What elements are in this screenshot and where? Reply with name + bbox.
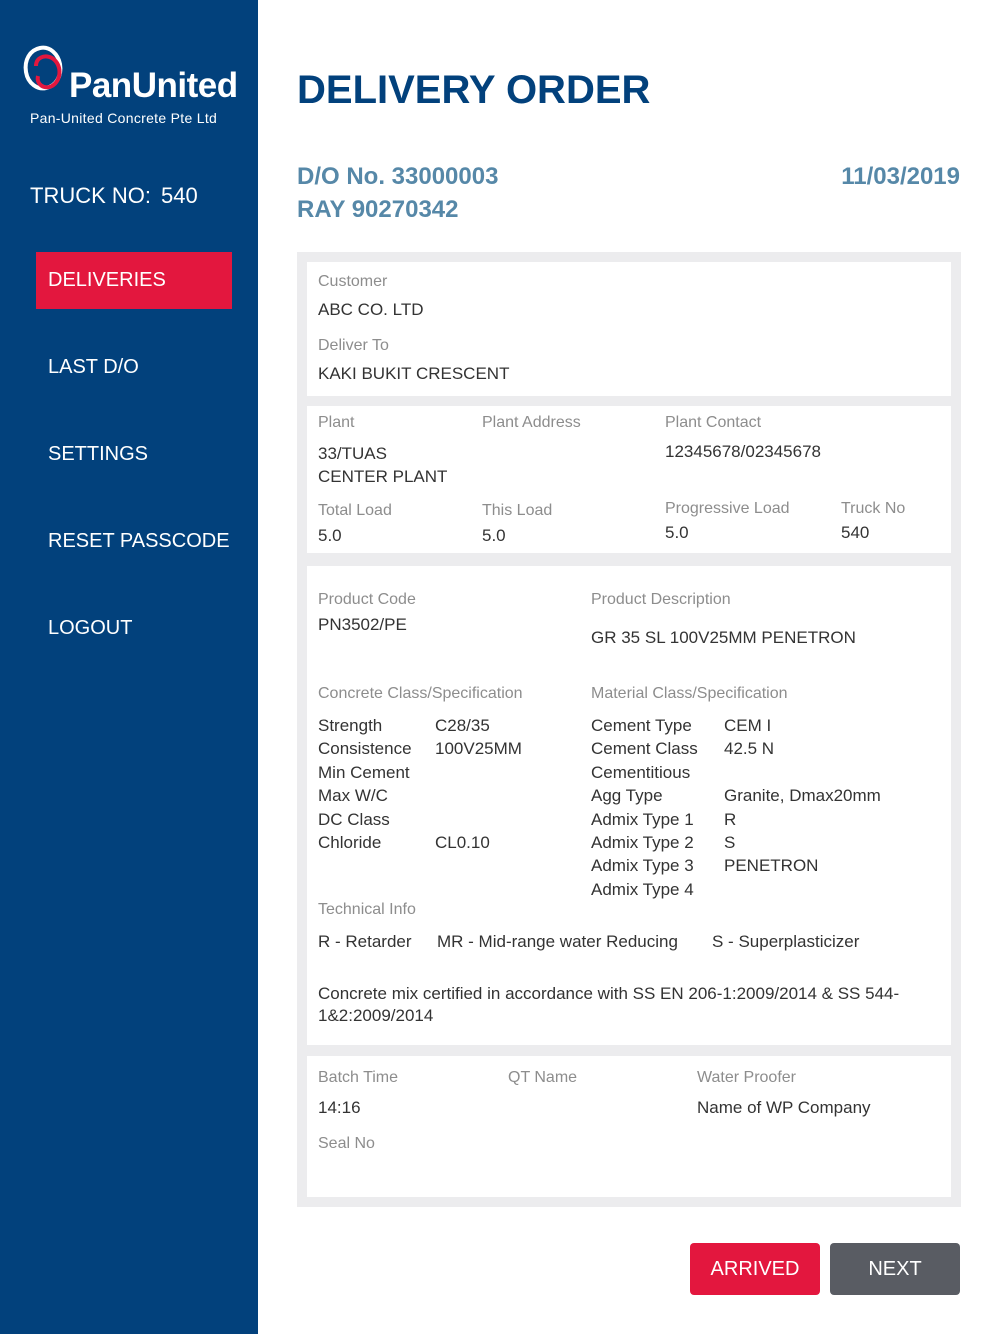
plant-value-line1: 33/TUAS bbox=[318, 444, 387, 463]
spec-key: Cement Class bbox=[591, 739, 698, 758]
plant-address-label: Plant Address bbox=[482, 414, 581, 431]
technical-info-superplasticizer: S - Superplasticizer bbox=[712, 932, 860, 951]
deliver-to-label: Deliver To bbox=[318, 337, 389, 354]
spec-value: 42.5 N bbox=[724, 739, 775, 758]
spec-key: Agg Type bbox=[591, 786, 663, 805]
truck-no-label: Truck No bbox=[841, 500, 906, 517]
nav-logout[interactable]: LOGOUT bbox=[48, 617, 133, 639]
spec-value: CL0.10 bbox=[435, 833, 490, 852]
water-proofer-label: Water Proofer bbox=[697, 1069, 796, 1086]
batch-time-value: 14:16 bbox=[318, 1098, 361, 1117]
technical-info-retarder: R - Retarder bbox=[318, 932, 412, 951]
spec-key: Admix Type 3 bbox=[591, 856, 694, 875]
plant-label: Plant bbox=[318, 414, 355, 431]
this-load-value: 5.0 bbox=[482, 526, 506, 545]
product-code-label: Product Code bbox=[318, 591, 416, 608]
spec-value: PENETRON bbox=[724, 856, 819, 875]
seal-no-label: Seal No bbox=[318, 1135, 375, 1152]
batch-time-label: Batch Time bbox=[318, 1069, 399, 1086]
spec-key: Strength bbox=[318, 716, 383, 735]
spec-key: DC Class bbox=[318, 810, 390, 829]
technical-info-label: Technical Info bbox=[318, 901, 416, 918]
spec-value: CEM I bbox=[724, 716, 772, 735]
spec-key: Max W/C bbox=[318, 786, 388, 805]
next-button[interactable]: NEXT bbox=[830, 1243, 960, 1295]
sidebar bbox=[0, 0, 258, 1334]
product-description-value: GR 35 SL 100V25MM PENETRON bbox=[591, 628, 856, 647]
qt-name-label: QT Name bbox=[508, 1069, 578, 1086]
plant-card bbox=[307, 406, 951, 553]
spec-key: Admix Type 4 bbox=[591, 880, 694, 899]
nav-deliveries[interactable]: DELIVERIES bbox=[36, 252, 232, 309]
truck-no-value: 540 bbox=[841, 523, 870, 542]
customer-value: ABC CO. LTD bbox=[318, 300, 424, 319]
order-details-panel bbox=[297, 252, 961, 1207]
nav-reset-passcode[interactable]: RESET PASSCODE bbox=[48, 530, 230, 552]
spec-value: S bbox=[724, 833, 736, 852]
page-title: DELIVERY ORDER bbox=[297, 68, 651, 112]
water-proofer-value: Name of WP Company bbox=[697, 1098, 871, 1117]
spec-key: Cementitious bbox=[591, 763, 691, 782]
spec-key: Admix Type 2 bbox=[591, 833, 694, 852]
spec-key: Admix Type 1 bbox=[591, 810, 694, 829]
ray-number: RAY 90270342 bbox=[297, 196, 459, 223]
plant-contact-label: Plant Contact bbox=[665, 414, 762, 431]
this-load-label: This Load bbox=[482, 502, 553, 519]
product-card bbox=[307, 566, 951, 1045]
arrived-button[interactable]: ARRIVED bbox=[690, 1243, 820, 1295]
total-load-value: 5.0 bbox=[318, 526, 342, 545]
customer-card bbox=[307, 262, 951, 396]
nav-settings[interactable]: SETTINGS bbox=[48, 443, 149, 465]
brand-name: PanUnited bbox=[69, 66, 238, 105]
total-load-label: Total Load bbox=[318, 502, 392, 519]
order-date: 11/03/2019 bbox=[841, 163, 960, 190]
do-number: D/O No. 33000003 bbox=[297, 163, 499, 190]
concrete-class-label: Concrete Class/Specification bbox=[318, 685, 523, 702]
truck-number-value: 540 bbox=[161, 183, 198, 208]
brand-subtitle: Pan-United Concrete Pte Ltd bbox=[30, 110, 218, 126]
spec-value: Granite, Dmax20mm bbox=[724, 786, 881, 805]
batch-card bbox=[307, 1056, 951, 1197]
spec-key: Consistence bbox=[318, 739, 412, 758]
customer-label: Customer bbox=[318, 273, 388, 290]
spec-value: R bbox=[724, 810, 737, 829]
spec-key: Cement Type bbox=[591, 716, 692, 735]
nav-last-do[interactable]: LAST D/O bbox=[48, 356, 139, 378]
product-description-label: Product Description bbox=[591, 591, 731, 608]
material-class-label: Material Class/Specification bbox=[591, 685, 788, 702]
progressive-load-label: Progressive Load bbox=[665, 500, 790, 517]
deliver-to-value: KAKI BUKIT CRESCENT bbox=[318, 364, 510, 383]
certification-text: Concrete mix certified in accordance with SS EN 206-1:2009/2014 & SS 544-1&2:2009/2014 bbox=[318, 984, 900, 1025]
spec-value: 100V25MM bbox=[435, 739, 522, 758]
truck-number-label: TRUCK NO: bbox=[30, 183, 151, 208]
product-code-value: PN3502/PE bbox=[318, 615, 407, 634]
plant-value-line2: CENTER PLANT bbox=[318, 467, 448, 486]
plant-contact-value: 12345678/02345678 bbox=[665, 442, 821, 461]
spec-key: Min Cement bbox=[318, 763, 410, 782]
panunited-logo-icon bbox=[22, 44, 70, 96]
technical-info-mid-range: MR - Mid-range water Reducing bbox=[437, 932, 678, 951]
brand-logo bbox=[22, 44, 237, 134]
spec-value: C28/35 bbox=[435, 716, 490, 735]
spec-key: Chloride bbox=[318, 833, 382, 852]
progressive-load-value: 5.0 bbox=[665, 523, 689, 542]
truck-number bbox=[30, 183, 198, 209]
